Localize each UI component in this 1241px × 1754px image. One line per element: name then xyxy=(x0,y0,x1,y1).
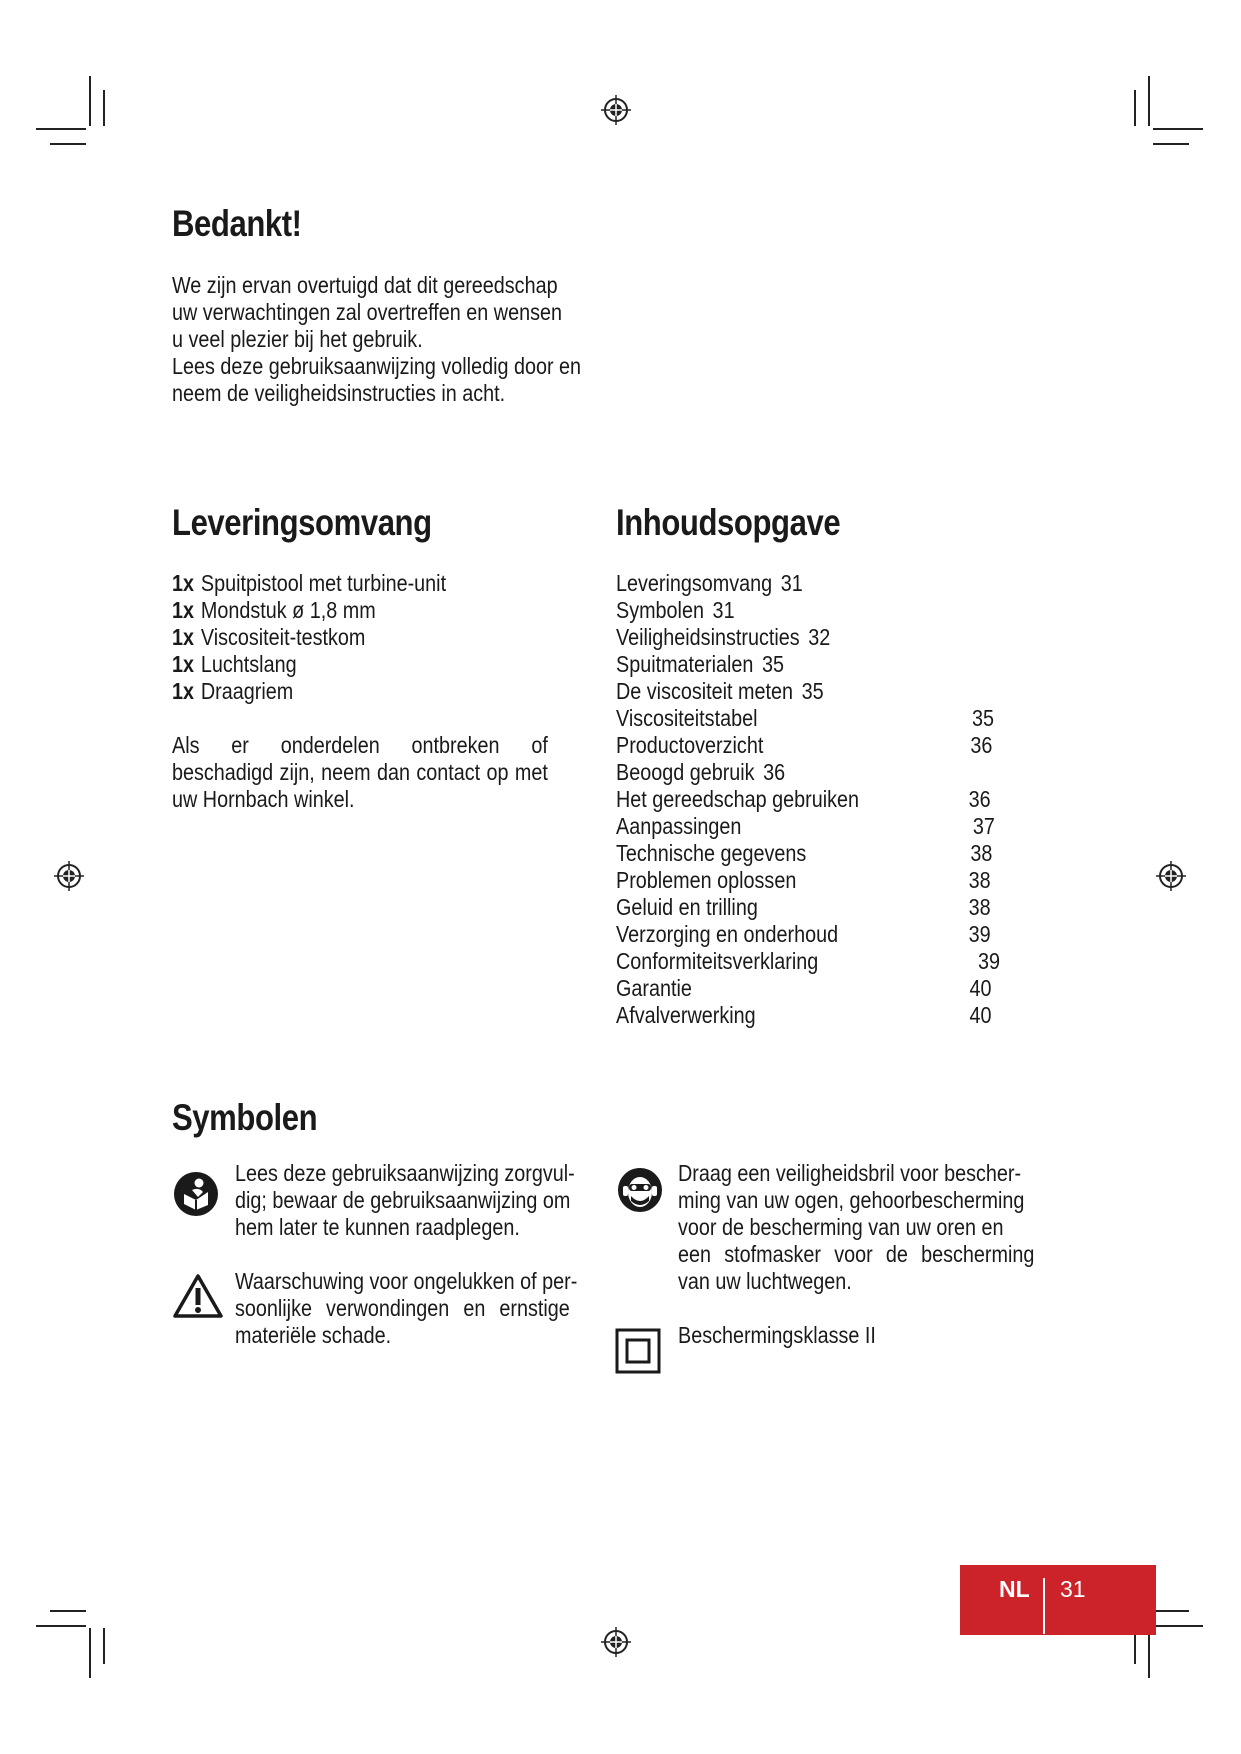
toc-entry[interactable]: Geluid en trilling 38 xyxy=(616,894,991,920)
toc-entry[interactable]: Symbolen 31 xyxy=(616,597,735,623)
symbols-title: Symbolen xyxy=(172,1097,318,1138)
registration-mark-icon xyxy=(600,94,632,126)
warning-icon xyxy=(172,1273,224,1319)
page-tab xyxy=(960,1565,1156,1635)
toc-entry[interactable]: Veiligheidsinstructies 32 xyxy=(616,624,831,650)
page-tab-divider xyxy=(1043,1578,1045,1634)
toc-entry[interactable]: Spuitmaterialen 35 xyxy=(616,651,785,677)
table-of-contents xyxy=(616,570,1003,1029)
delivery-note: Als er onderdelen ontbreken of beschadigd zijn, neem dan contact op met uw Hornbach winkel. xyxy=(172,732,548,812)
registration-mark-icon xyxy=(53,860,85,892)
registration-mark-icon xyxy=(1155,860,1187,892)
read-manual-icon xyxy=(172,1170,220,1218)
list-item: 1x Spuitpistool met turbine-unit xyxy=(172,570,447,596)
toc-entry[interactable]: Viscositeitstabel 35 xyxy=(616,705,995,731)
toc-entry[interactable]: Conformiteitsverklaring 39 xyxy=(616,948,1001,974)
list-item: 1x Viscositeit-testkom xyxy=(172,624,366,650)
list-item: 1x Luchtslang xyxy=(172,651,297,677)
protection-class-2-icon xyxy=(615,1328,661,1374)
toc-entry[interactable]: Garantie 40 xyxy=(616,975,992,1001)
protective-equipment-text: Draag een veiligheidsbril voor bescher- ming van uw ogen, gehoorbescherming voor de bescherming van uw oren en een stofmasker voor de bescherming van uw luchtwegen. xyxy=(678,1160,1035,1294)
toc-entry[interactable]: Verzorging en onderhoud 39 xyxy=(616,921,991,947)
toc-entry[interactable]: Problemen oplossen 38 xyxy=(616,867,991,893)
toc-entry[interactable]: Productoverzicht 36 xyxy=(616,732,993,758)
warning-text: Waarschuwing voor ongelukken of per- soonlijke verwondingen en ernstige materiële schade. xyxy=(235,1268,578,1348)
toc-entry[interactable]: Beoogd gebruik 36 xyxy=(616,759,786,785)
toc-entry[interactable]: Aanpassingen 37 xyxy=(616,813,995,839)
thanks-line: We zijn ervan overtuigd dat dit gereedschap xyxy=(172,272,558,298)
list-item: 1x Draagriem xyxy=(172,678,294,704)
toc-entry[interactable]: Het gereedschap gebruiken 36 xyxy=(616,786,991,812)
toc-title: Inhoudsopgave xyxy=(616,502,841,543)
thanks-paragraph xyxy=(172,272,602,407)
protection-class-2-text: Beschermingsklasse II xyxy=(678,1322,876,1348)
list-item: 1x Mondstuk ø 1,8 mm xyxy=(172,597,376,623)
registration-mark-icon xyxy=(600,1626,632,1658)
thanks-title: Bedankt! xyxy=(172,203,302,244)
thanks-line: neem de veiligheidsinstructies in acht. xyxy=(172,380,506,406)
page-number: 31 xyxy=(1060,1576,1086,1602)
thanks-line: u veel plezier bij het gebruik. xyxy=(172,326,423,352)
toc-entry[interactable]: Afvalverwerking 40 xyxy=(616,1002,992,1028)
toc-entry[interactable]: Leveringsomvang 31 xyxy=(616,570,803,596)
thanks-line: uw verwachtingen zal overtreffen en wensen xyxy=(172,299,562,325)
thanks-line: Lees deze gebruiksaanwijzing volledig door en xyxy=(172,353,582,379)
delivery-title: Leveringsomvang xyxy=(172,502,432,543)
toc-entry[interactable]: De viscositeit meten 35 xyxy=(616,678,824,704)
protective-equipment-icon xyxy=(616,1166,664,1214)
delivery-list xyxy=(172,570,446,705)
read-manual-text: Lees deze gebruiksaanwijzing zorgvul- dig; bewaar de gebruiksaanwijzing om hem later te kunnen raadplegen. xyxy=(235,1160,575,1240)
toc-entry[interactable]: Technische gegevens 38 xyxy=(616,840,993,866)
language-code: NL xyxy=(999,1576,1030,1602)
